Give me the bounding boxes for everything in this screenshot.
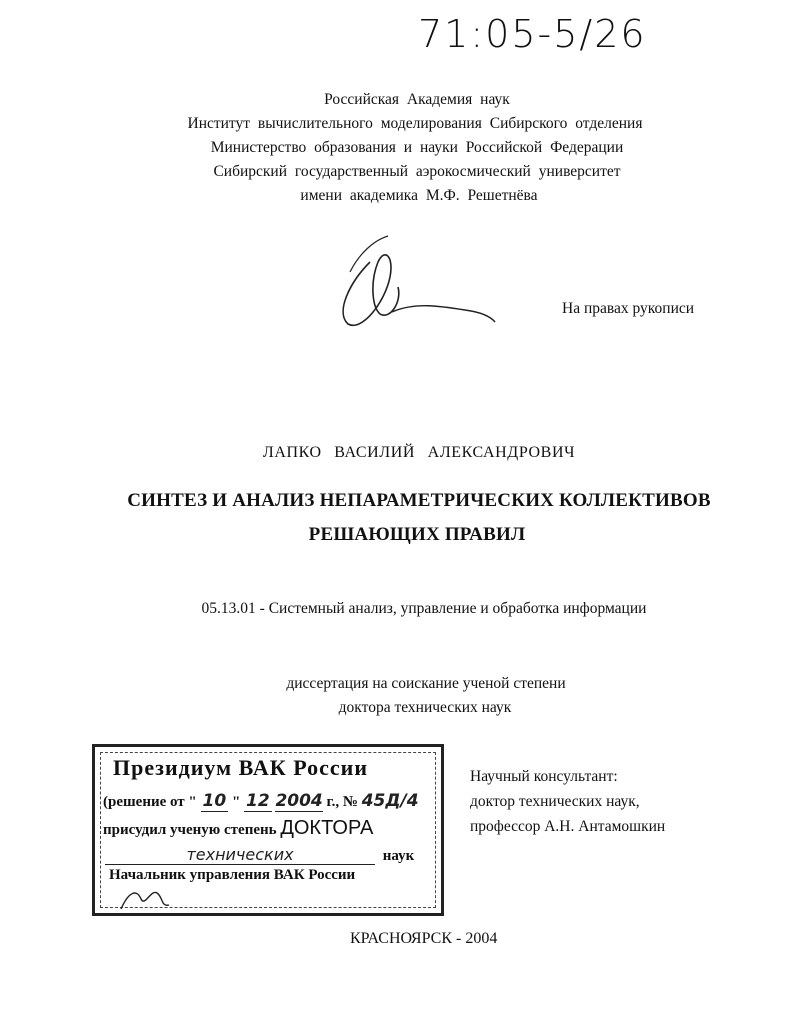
stamp-field-handwritten: технических	[105, 845, 375, 865]
stamp-awarded: присудил ученую степень	[103, 822, 277, 838]
stamp-head-line: Начальник управления ВАК России	[109, 867, 356, 883]
title-line-1: СИНТЕЗ И АНАЛИЗ НЕПАРАМЕТРИЧЕСКИХ КОЛЛЕКТИВОВ	[127, 490, 711, 511]
consultant-degree: доктор технических наук,	[470, 793, 640, 810]
footer-city-year: КРАСНОЯРСК - 2004	[350, 930, 498, 947]
stamp-decision-number: 45Д/4	[361, 791, 419, 811]
manuscript-rights: На правах рукописи	[562, 300, 695, 317]
degree-line-1: диссертация на соискание ученой степени	[286, 675, 566, 692]
stamp-decision-day: 10	[202, 791, 227, 811]
specialty: 05.13.01 - Системный анализ, управление и обработка информации	[201, 600, 647, 617]
dissertation-title	[0, 490, 794, 546]
header-line-ministry: Министерство образования и науки Российской Федерации	[210, 139, 624, 156]
stamp-field-line	[105, 845, 435, 865]
consultant-block	[470, 764, 665, 839]
header-line-university: Сибирский государственный аэрокосмический университет	[213, 163, 621, 180]
header-line-institute: Институт вычислительного моделирования Сибирского отделения	[187, 115, 643, 132]
stamp-decision-year: 2004	[275, 791, 323, 811]
stamp-decision-sep: "	[231, 794, 241, 810]
stamp-decision-line	[103, 791, 419, 811]
consultant-label: Научный консультант:	[470, 768, 618, 785]
stamp-field-suffix: наук	[382, 848, 415, 864]
stamp-decision-prefix: (решение от "	[103, 794, 197, 810]
stamp-awarded-line	[103, 817, 373, 840]
consultant-name: профессор А.Н. Антамошкин	[470, 818, 666, 835]
header-line-academy: Российская Академия наук	[324, 91, 510, 108]
author-name: ЛАПКО ВАСИЛИЙ АЛЕКСАНДРОВИЧ	[262, 444, 576, 461]
header-line-named-after: имени академика М.Ф. Решетнёва	[300, 187, 538, 204]
vak-stamp	[92, 744, 444, 916]
degree-block	[0, 672, 794, 720]
degree-line-2: доктора технических наук	[338, 699, 512, 716]
stamp-decision-suffix: г., №	[326, 794, 358, 810]
stamp-signature	[117, 885, 177, 913]
title-line-2: РЕШАЮЩИХ ПРАВИЛ	[308, 524, 526, 545]
stamp-degree-word: ДОКТОРА	[280, 817, 374, 839]
header-block	[0, 88, 794, 208]
author-signature	[330, 232, 500, 332]
stamp-title: Президиум ВАК России	[113, 755, 369, 780]
stamp-decision-month: 12	[246, 791, 270, 811]
archive-code: 71:05-5/26	[418, 12, 647, 56]
